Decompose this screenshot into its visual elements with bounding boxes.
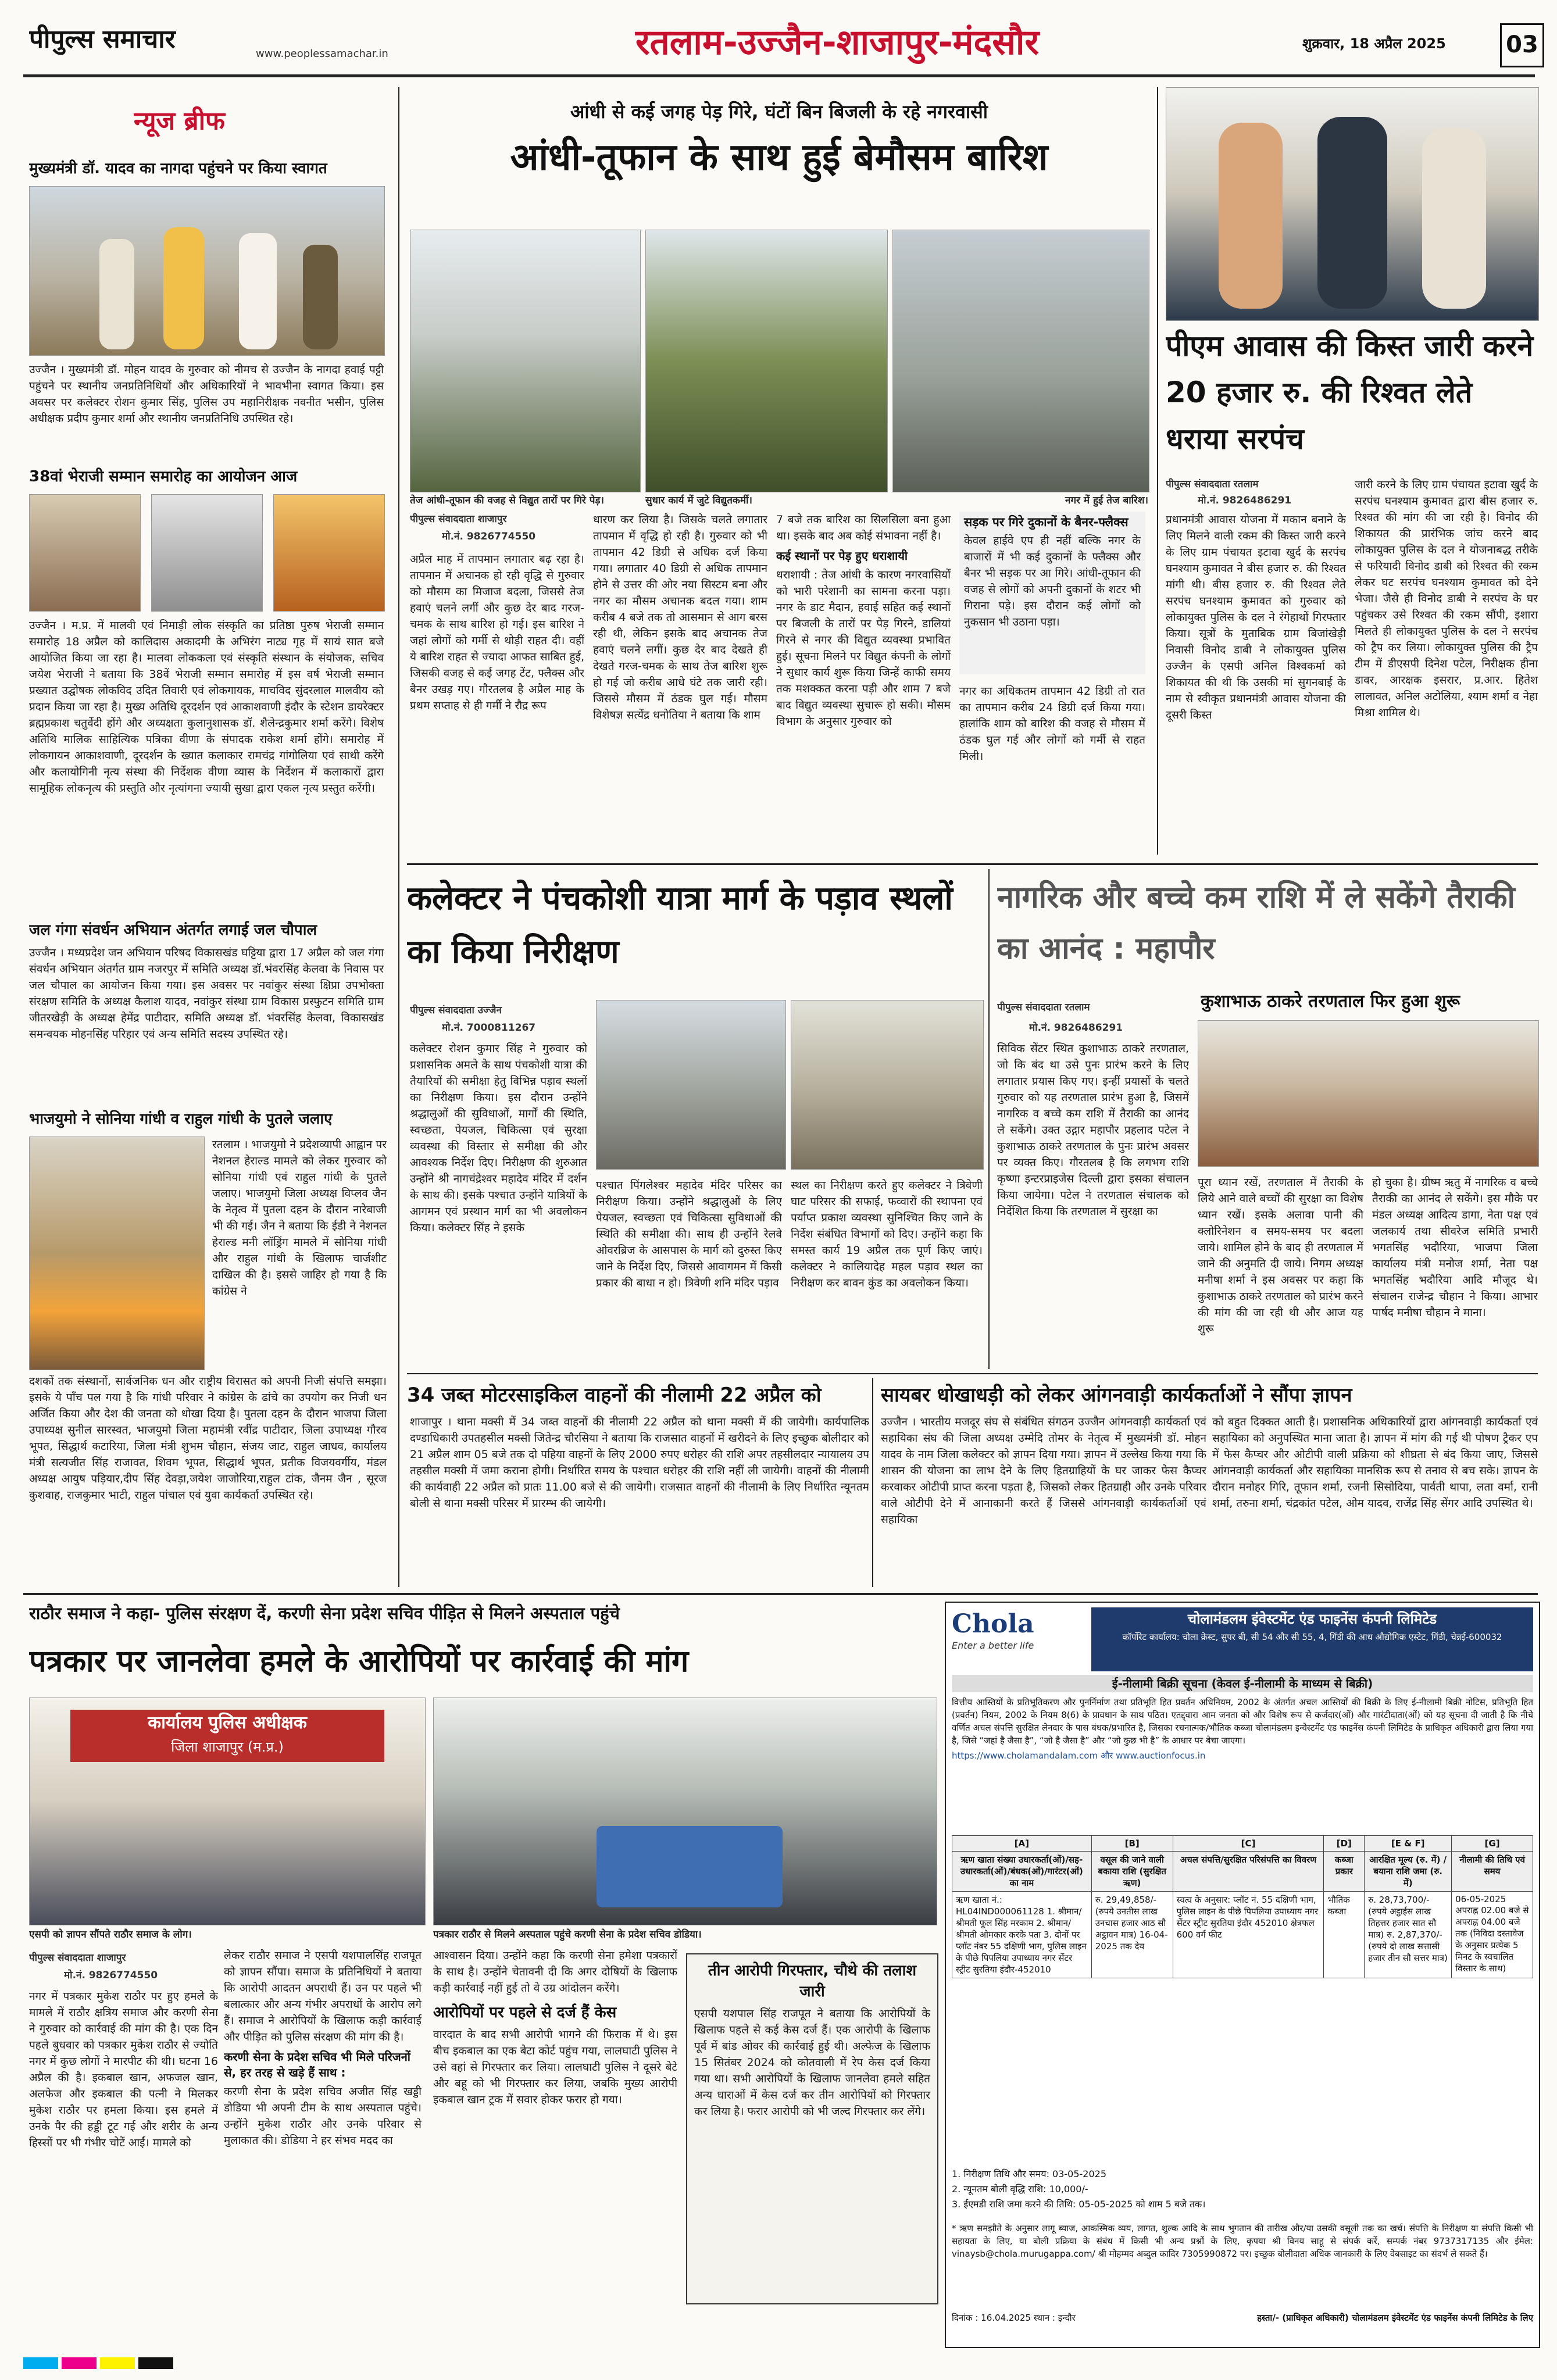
congress-text-col: रतलाम । भाजयुमो ने प्रदेशव्यापी आह्वान पर नेशनल हेराल्ड मामले को लेकर गुरुवार को सोनिया गांधी एवं राहुल गांधी के पुतले जलाए। भाजयुमो जिला अध्यक्ष विप्लव जैन के नेतृत्व में पुतला दहन के दौरान नारेबाजी भी की गई। जैन ने बताया कि ईडी ने नेशनल हेराल्ड मनी लॉड्रिंग मामले में सोनिया गांधी और राहुल गांधी के खिलाफ चार्जशीट दाखिल की है। इससे जाहिर हो गया है कि कांग्रेस ने [212,1138,387,1298]
congress-text-full: दशकों तक संस्थानों, सार्वजनिक धन और राष्ट्रीय विरासत को अपनी निजी संपत्ति समझा। इसके ये पाँच पल गया है कि गांधी परिवार ने कांग्रेस के ढांचे का उपयोग कर निजी धन अर्जित किया और देश की जनता को धोखा दिया है। पुतला दहन के दौरान भाजपा जिला उपाध्यक्ष सुनील सारस्वत, भाजयुमो जिला महामंत्री रवींद्र पाटीदार, जिला उपाध्यक्ष गौरव भूपत, सिद्धार्थ कटारिया, जिला मंत्री शुभम चौहान, संजय जाट, राहुल जाधव, कार्यालय मंत्री सत्यजीत सिंह राजावत, शिवम भूपत, सिद्धार्थ भूपत, प्रतीक विजयवर्गीय, मंडल अध्यक्ष आयुष पड़ियार,दीप सिंह देवड़ा,जयेश जाजोरिया,राहुल टांक, जैनम जैन , सूरज कुशवाह, राजकुमार भाटी, राहुल पांचाल एवं युवा कार्यकर्ता उपस्थित रहे। [29,1375,387,1502]
pm-awas-mobile: मो.नं. 9826486291 [1198,495,1292,506]
table-col-codes [952,1836,1533,1852]
chola-notice-title: ई-नीलामी बिक्री सूचना (केवल ई-नीलामी के माध्यम से बिक्री) [1112,1677,1373,1691]
chola-date-place: दिनांक : 16.04.2025 स्थान : इन्दौर [952,2313,1076,2323]
journalist-byline: पीपुल्स संवाददाता शाजापुर [29,1952,126,1964]
lower-mid-rule [407,1373,1538,1374]
journalist-col-3b: वारदात के बाद सभी आरोपी भागने की फिराक में थे। इस बीच इकबाल का एक बेटा कोर्ट पहुंच गया, लालघाटी पुलिस ने उसे वहां से गिरफ्तार कर लिया। लालघाटी पुलिस ने दूसरे बेटे और बहू को भी गिरफ्तार कर लिया, जबकि मुख्य आरोपी इकबाल खान ट्रक में सवार होकर फरार हो गया। [433,2028,677,2106]
collector-pool-divider [988,869,990,1369]
collector-col-3: स्थल का निरीक्षण करते हुए कलेक्टर ने त्रिवेणी घाट परिसर की सफाई, फव्वारों की स्थापना एवं पर्याप्त प्रकाश व्यवस्था सुनिश्चित किए जाने के निर्देश संबंधित विभागों को दिए। उन्होंने कहा कि समस्त कार्य 19 अप्रैल तक पूर्ण किए जाएं। कलेक्टर ने कालियादेह महल पड़ाव स्थल का निरीक्षण कर बावन कुंड का अवलोकन किया। [791,1179,983,1289]
pool-headline-box [997,872,1538,988]
photo-figure-3 [239,233,277,349]
black-mark [138,2357,173,2369]
chola-footer: * ऋण समझौते के अनुसार लागू ब्याज, आकस्मिक व्यय, लागत, शुल्क आदि के साथ भुगतान की तारीख और/या उसकी वसूली तक का खर्च। संपत्ति के निरीक्षण या संपत्ति किसी भी सहायता के लिए, या बोली प्रक्रिया के संबंध में किसी भी अन्य प्रश्नों के लिए, कृपया श्री विनय साहू से संपर्क करें, सम्पर्क नंबर 9737317135 और ईमेल: vinaysb@chola.murugappa.com/ श्री मोहम्मद अब्दुल कादिर 7305990872 पर। इच्छुक बोलीदाता अधिक जानकारी के लिए वेबसाइट का संदर्भ ले सकते हैं। [952,2223,1533,2259]
cell-property: स्वत्व के अनुसार: प्लॉट नं. 55 दक्षिणी भाग, पुलिस लाइन के पीछे पिपलिया उपाध्याय नगर सेंटर स्ट्रीट सुरतिया इंदौर 452010 क्षेत्रफल 600 वर्ग फीट [1173,1892,1324,1978]
rain-box-head: सड़क पर गिरे दुकानों के बैनर-फ्लैक्स [964,515,1129,529]
fallen-tree-photo [410,230,641,492]
issue-date: शुक्रवार, 18 अप्रैल 2025 [1302,35,1446,52]
col-code-d: [D] [1324,1836,1365,1852]
col-title-ef: आरक्षित मूल्य (रु. में) / बयाना राशि जमा (रु. में) [1365,1852,1452,1892]
chola-auction-table [952,1835,1533,1978]
rain-col-3-wrap [776,512,951,860]
cell-borrower: ऋण खाता नं.: HL04IND000061128 1. श्रीमान/श्रीमती फूल सिंह मरकाम 2. श्रीमान/श्रीमती ओमकार करके पता 3. दोनों पर प्लॉट नंबर 55 दक्षिणी भाग, पुलिस लाइन के पीछे पिपलिया उपाध्याय नगर सेंटर स्ट्रीट सुरतिया इंदौर-452010 [952,1892,1092,1978]
journalist-box [686,1953,938,2304]
chola-header [1091,1607,1533,1671]
rain-kicker-box [407,99,1151,128]
table-header-row [952,1852,1533,1892]
rain-box-text: केवल हाईवे एप ही नहीं बल्कि नगर के बाजारों में भी कई दुकानों के फ्लैक्स और बैनर भी सड़क पर आ गिरे। आंधी-तूफान की वजह से लोगों को अपनी दुकानों के शटर भी गिराना पड़े। इस दौरान कई लोगों को नुकसान भी उठाना पड़ा। [964,534,1141,628]
journalist-col-2-wrap [224,1947,422,2337]
brief3-headline: जल गंगा संवर्धन अभियान अंतर्गत लगाई जल चौपाल [29,921,317,939]
masthead-logo-block [29,23,262,70]
chola-title-bar [952,1675,1533,1692]
chola-company-address: कॉर्पोरेट कार्यालय: चोला क्रेस्ट, सुपर बी, सी 54 और सी 55, 4, गिंडी की आध औद्योगिक एस्टेट, गिंडी, चेन्नई-600032 [1122,1632,1502,1642]
congress-headline: भाजयुमो ने सोनिया गांधी व राहुल गांधी के पुतले जलाए [29,1110,333,1128]
repair-work-photo [645,230,888,492]
rain-subhead: कई स्थानों पर पेड़ हुए धराशायी [776,549,908,563]
journalist-kicker-box [29,1602,936,1627]
col-code-c: [C] [1173,1836,1324,1852]
col-code-g: [G] [1452,1836,1533,1852]
journalist-subhead-2: आरोपियों पर पहले से दर्ज हैं केस [433,2004,617,2021]
registration-marks [23,2357,1535,2369]
hospital-visit-photo [433,1698,937,1925]
col-code-b: [B] [1091,1836,1173,1852]
chola-intro: वित्तीय आस्तियों के प्रतिभूतिकरण और पुनर्निर्माण तथा प्रतिभूति हित प्रवर्तन अधिनियम, 2002 के अंतर्गत अचल आस्तियों की बिक्री के लिए ई-नीलामी बिक्री नोटिस, प्रतिभूति हित (प्रवर्तन) नियम, 2002 के नियम 8(6) के प्रावधान के साथ पठित। एतद्द्वारा आम जनता को और विशेष रूप से कर्जदार(ओं) और गारंटीदाता(ओं) को यह सूचना दी जाती है कि नीचे वर्णित अचल संपत्ति सुरक्षित लेनदार के पास बंधक/प्रभारित है, जिसका रचनात्मक/भौतिक कब्जा चोलामंडलम इन्वेस्टमेंट एंड फाइनेंस कंपनी लिमिटेड के प्राधिकृत अधिकारी द्वारा लिया गया है, जिसे “जहां है जैसा है”, “जो है जैसा है” और “जो कुछ भी है” के आधार पर बेचा जाएगा। [952,1697,1533,1746]
journalist-box-text: एसपी यशपाल सिंह राजपूत ने बताया कि आरोपियों के खिलाफ पहले से कई केस दर्ज हैं। एक आरोपी के खिलाफ पूर्व में बांड ओवर की कार्रवाई हुई थी। अल्फेज के खिलाफ 15 सितंबर 2024 को कोतवाली में रेप केस दर्ज किया गया था। सभी आरोपियों के खिलाफ जानलेवा हमले सहित अन्य धाराओं में केस दर्ज कर तीन आरोपियों को गिरफ्तार कर लिया है। फरार आरोपी को भी जल्द गिरफ्तार कर लेंगे। [694,2007,930,2118]
page-number-box [1500,23,1544,67]
rain-mobile: मो.नं. 9826774550 [442,531,536,542]
table-row [952,1892,1533,1978]
page-number: 03 [1506,31,1538,58]
news-brief-heading: न्यूज ब्रीफ [134,106,225,136]
bottom-section-rule [23,1593,1538,1595]
paper-url-holder [256,48,407,63]
collector-headline-box [407,872,988,994]
cell-possession: भौतिक कब्जा [1324,1892,1365,1978]
journalist-col-3-wrap [433,1947,677,2337]
auction-text: शाजापुर । थाना मक्सी में 34 जब्त वाहनों की नीलामी 22 अप्रैल को थाना मक्सी में की जायेगी। कार्यपालिक दण्डाधिकारी उपतहसील मक्सी जितेन्द्र चौरसिया ने बताया कि राजसात वाहनों में खरीदने के लिए इच्छुक बोलीदार को 21 अप्रैल शाम 05 बजे तक दो पहिया वाहनों के लिए 2000 रुपए धरोहर की राशि अपर तहसीलदार न्यायालय उप तहसील मक्सी में जमा कराना होगी। निर्धारित समय के पश्चात धरोहर की राशि नहीं ली जायेगी। वाहनों की नीलामी की कार्यवाही 22 अप्रैल को प्रातः 11.00 बजे से की जायेगी। राजसात वाहनों की नीलामी के लिए निर्धारित न्यूनतम बोली से थाना मक्सी परिसर में प्रारम्भ की जायेगी। [410,1416,869,1510]
chola-date-2: 2. न्यूनतम बोली वृद्धि राशि: 10,000/- [952,2184,1088,2195]
auction-anganwadi-divider [872,1378,873,1587]
auction-headline-box [407,1381,872,1410]
chola-table-wrap [952,1835,1533,2161]
chola-date-3: 3. ईएमडी राशि जमा करने की तिथि: 05-05-2025 को शाम 5 बजे तक। [952,2199,1206,2210]
date-block [1302,34,1494,57]
chola-dates [952,2167,1533,2219]
collector-inspection-photo-1 [596,1000,786,1170]
chola-logo [952,1609,1085,1661]
anganwadi-col-2: को बहुत दिक्कत आती है। प्रशासनिक अधिकारियों द्वारा आंगनवाड़ी कार्यकर्ता एवं सहायिका को अनुपस्थित माना जाता है। ज्ञापन में मांग की गई थी पोषण ट्रैकर एप में फेस कैप्चर और ओटीपी वाली प्रक्रिया को शीघ्रता से बंद किया जाए, जिससे आंगनवाड़ी कार्यकर्ता और सहायिका मानसिक रूप से तनाव से बच सके। ज्ञापन के दौरान मनोहर गिरि, तूफान शर्मा, रजनी सिसोदिया, पार्वती थापा, लता वर्मा, रानी शर्मा, तरुना शर्मा, चंद्रकांत पटेल, ओम यादव, राजेंद्र सिंह सेंगर आदि उपस्थित थे। [1212,1416,1538,1510]
right-column-divider [1157,87,1158,855]
news-brief-heading-box [134,102,320,143]
rain-caption-3: नगर में हुई तेज बारिश। [1065,495,1148,506]
yellow-mark [100,2357,135,2369]
photo-figure-4 [303,245,338,349]
police-office-sign [70,1710,384,1762]
sarpanch-arrest-photo [1166,87,1539,321]
congress-headline-box [29,1107,401,1131]
brief2-text: उज्जैन । म.प्र. में मालवी एवं निमाड़ी लोक संस्कृति का प्रतिष्ठा पुरुष भेराजी सम्मान समारोह 18 अप्रैल को कालिदास अकादमी के अभिरंग नाट्य गृह में सायं सात बजे आयोजित किया जा रहा है। मालवा लोककला एवं संस्कृति संस्थान के संयोजक, सचिव जयेश भेराजी ने बताया कि 38वें भेराजी सम्मान समारोह में इस वर्ष भेराजी सम्मान प्रख्यात उद्घोषक लोकविद उदित तिवारी एवं लोकगायक, माचविद सुंदरलाल मालवीय को प्रदान किया जा रहा है। मुख्य अतिथि दूरदर्शन एवं आकाशवाणी इंदौर के स्टेशन डायरेक्टर ब्रह्मप्रकाश चतुर्वेदी होंगे और अध्यक्षता कुलानुशासक डॉ. शैलेन्द्रकुमार शर्मा करेंगे। विशेष अतिथि मालिक साहित्यिक पत्रिका वीणा के संपादक राकेश शर्मा होंगे। समारोह में लोकगायन आकाशवाणी, दूरदर्शन के ख्यात कलाकार रामचंद्र गांगोलिया एवं साथी करेंगे और कलायोगिनी नृत्य संस्था की निर्देशक वीणा व्यास के निर्देशन में कलाकारों द्वारा सामूहिक लोकनृत्य की प्रस्तुति और नृत्यांगना ज्यायी सुखा द्वारा एकल नृत्य प्रस्तुत करेंगी। [29,619,384,795]
chola-website[interactable]: https://www.cholamandalam.com और www.auctionfocus.in [952,1750,1206,1761]
brief3-text: उज्जैन । मध्यप्रदेश जन अभियान परिषद विकासखंड घट्टिया द्वारा 17 अप्रैल को जल गंगा संवर्धन अभियान अंतर्गत ग्राम नजरपुर में समिति अध्यक्ष डॉ.भंवरसिंह केलवा के निवास पर जल चौपाल का आयोजन किया गया। इस अवसर पर नवांकुर संस्था क्षिप्रा उपभोक्ता संरक्षण समिति के अध्यक्ष कैलाश यादव, नवांकुर संस्था ग्राम विकास प्रस्फुटन समिति ग्राम जीतरखेड़ी के अध्यक्ष हेमेंद्र पाटीदार, समिति अध्यक्ष डॉ. भंवरसिंह केलवा, विकासखंड समन्वयक मोहनसिंह परिहार एवं अन्य समिति सदस्य उपस्थित रहे। [29,946,384,1041]
journalist-caption-1: एसपी को ज्ञापन सौंपते राठौर समाज के लोग। [29,1929,192,1941]
police-office-sign-line1: कार्यालय पुलिस अधीक्षक [148,1713,307,1733]
pool-inauguration-photo [1198,1020,1539,1167]
col-title-g: नीलामी की तिथि एवं समय [1452,1852,1533,1892]
mid-rule [407,863,1538,865]
hospital-bed [597,1826,783,1907]
sp-memorandum-photo [29,1698,426,1925]
chola-logo-text: Chola [952,1609,1034,1639]
brief2-headline-box [29,465,390,488]
brief1-text: उज्जैन । मुख्यमंत्री डॉ. मोहन यादव के गुरुवार को नीमच से उज्जैन के नागदा हवाई पट्टी पहुंचने पर स्थानीय जनप्रतिनिधियों और अधिकारियों ने भावभीना स्वागत किया। इस अवसर पर कलेक्टर रोशन कुमार सिंह, पुलिस उप महानिरीक्षक नवनीत भसीन, पुलिस अधीक्षक प्रदीप कुमार शर्मा और स्थानीय जनप्रतिनिधि उपस्थित रहे। [29,363,384,425]
col-code-a: [A] [952,1836,1092,1852]
honoree-photo-3 [273,494,385,612]
pool-subhead-box [1201,988,1538,1015]
journalist-caption-2: पत्रकार राठौर से मिलने अस्पताल पहुंचे करणी सेना के प्रदेश सचिव डोडिया। [433,1929,702,1941]
photo-figure-2 [163,227,204,349]
rain-headline: आंधी-तूफान के साथ हुई बेमौसम बारिश [510,136,1048,179]
pm-awas-headline: पीएम आवास की किस्त जारी करने 20 हजार रु. की रिश्वत लेते धराया सरपंच [1166,329,1534,456]
journalist-col-2b: करणी सेना के प्रदेश सचिव अजीत सिंह खड्डी डोडिया भी अपनी टीम के साथ अस्पताल पहुंचे। उन्होंने मुकेश राठौर और उनके परिवार से मुलाकात की। डोडिया ने हर संभव मदद का [224,2085,422,2147]
journalist-headline: पत्रकार पर जानलेवा हमले के आरोपियों पर कार्रवाई की मांग [29,1644,689,1679]
anganwadi-headline-box [881,1381,1538,1410]
rain-headline-box [407,133,1151,185]
journalist-kicker: राठौर समाज ने कहा- पुलिस संरक्षण दें, करणी सेना प्रदेश सचिव पीड़ित से मिलने अस्पताल पहुंचे [29,1603,620,1623]
police-office-sign-line2: जिला शाजापुर (म.प्र.) [171,1739,284,1755]
chola-company-name: चोलामंडलम इंवेस्टमेंट एंड फाइनेंस कंपनी लिमिटेड [1187,1611,1437,1627]
masthead-rule [23,74,1535,77]
pool-byline: पीपुल्स संवाददाता रतलाम [997,1002,1090,1013]
pool-col-1: सिविक सेंटर स्थित कुशाभाऊ ठाकरे तरणताल, जो कि बंद था उसे पुनः प्रारंभ करने के लिए लगातार प्रयास किए गए। इन्हीं प्रयासों के चलते गुरुवार को यह तरणताल प्रारंभ हुआ है, जिसमें नागरिक व बच्चे कम राशि में तैराकी का आनंद ले सकेंगे। उक्त उद्गार महापौर प्रहलाद पटेल ने कुशाभाऊ ठाकरे तरणताल के पुनः प्रारंभ अवसर पर व्यक्त किए। गौरतलब है कि लगभग राशि कृष्णा इन्टरप्राइजेस दिल्ली द्वारा इसका संचालन किया जायेगा। पटेल ने तरणताल संचालक को निर्देशित किया कि तरणताल में सुरक्षा का [997,1042,1189,1218]
auction-headline: 34 जब्त मोटरसाइकिल वाहनों की नीलामी 22 अप्रैल को [407,1384,822,1407]
magenta-mark [62,2357,97,2369]
pool-subhead: कुशाभाऊ ठाकरे तरणताल फिर हुआ शुरू [1201,991,1460,1012]
pm-awas-headline-box [1166,323,1538,480]
print-registration-strip [23,2357,1535,2369]
cyan-mark [23,2357,58,2369]
chola-notice [945,1602,1540,2348]
honoree-photo-1 [29,494,141,612]
chola-signatory: हस्ता/- (प्राधिकृत अधिकारी) चोलामंडलम इंवेस्टमेंट एंड फाइनेंस कंपनी लिमिटेड के लिए [1257,2313,1533,2323]
pool-headline: नागरिक और बच्चे कम राशि में ले सकेंगे तैराकी का आनंद : महापौर [997,880,1515,966]
col-code-ef: [E & F] [1365,1836,1452,1852]
chola-date-1: 1. निरीक्षण तिथि और समय: 03-05-2025 [952,2168,1107,2179]
left-column-divider [398,87,399,1587]
journalist-col-3: आश्वासन दिया। उन्होंने कहा कि करणी सेना हमेशा पत्रकारों के साथ है। उन्होंने चेतावनी दी कि अगर दोषियों के खिलाफ कड़ी कार्रवाई नहीं हुई तो वे उग्र आंदोलन करेंगे। [433,1949,677,1995]
photo-person-3 [1422,128,1486,309]
collector-headline: कलेक्टर ने पंचकोशी यात्रा मार्ग के पड़ाव स्थलों का किया निरीक्षण [407,880,953,971]
journalist-col-2: लेकर राठौर समाज ने एसपी यशपालसिंह राजपूत को ज्ञापन सौंपा। समाज के प्रतिनिधियों ने बताया कि आरोपी आदतन अपराधी हैं। उन पर पहले भी बलात्कार और अन्य गंभीर अपराधों के आरोप लगे हैं। समाज ने आरोपियों के खिलाफ कड़ी कार्रवाई और पीड़ित को पुलिस संरक्षण की मांग की है। [224,1949,422,2043]
pm-awas-col-1: प्रधानमंत्री आवास योजना में मकान बनाने के लिए मिलने वाली रकम की किस्त जारी करने के लिए ग्राम पंचायत इटावा खुर्द के सरपंच घनश्याम कुमावत ने बीस हजार रु. की रिश्वत मांगी थी। बीस हजार रु. की रिश्वत लेते सरपंच घनश्याम कुमावत को गुरुवार को लोकायुक्त पुलिस के दल ने रंगेहाथों गिरफ्तार किया। सूत्रों के मुताबिक ग्राम बिजांखेड़ी निवासी विनोद डाबी ने लोकायुक्त पुलिस उज्जैन के एसपी अनिल विश्वकर्मा को शिकायत की थी कि उसकी मां सुगनबाई के नाम से स्वीकृत प्रधानमंत्री आवास योजना की दूसरी किस्त [1166,513,1346,721]
photo-person-1 [1219,123,1283,309]
rain-caption-1: तेज आंधी-तूफान की वजह से विद्युत तारों पर गिरे पेड़। [410,495,604,506]
honoree-photo-2 [151,494,263,612]
cell-dues: रु. 29,49,858/- (रुपये उनतीस लाख उनचास हजार आठ सौ अट्ठावन मात्र) 16-04-2025 तक देय [1091,1892,1173,1978]
cell-reserve: रु. 28,73,700/- (रुपये अट्ठाईस लाख तिहत्तर हजार सात सौ मात्र) रु. 2,87,370/- (रुपये दो लाख सत्तासी हजार तीन सौ सत्तर मात्र) [1365,1892,1452,1978]
rain-col-1: अप्रैल माह में तापमान लगातार बढ़ रहा है। तापमान में अचानक हो रही वृद्धि से गुरुवार को मौसम का मिजाज बदला, जिससे तेज हवाएं चलने लगीं और कुछ देर बाद गरज-चमक के साथ बारिश हो गई। इस बारिश ने जहां लोगों को गर्मी से थोड़ी राहत दी। वहीं ये बारिश राहत से ज्यादा आफत साबित हुई, जिसकी वजह से कई जगह टेंट, फ्लैक्स और बैनर उखड़ गए। गौरतलब है अप्रैल माह के प्रथम सप्ताह से ही गर्मी ने रौद्र रूप [410,553,584,712]
rain-box [959,512,1145,674]
chola-intro-wrap [952,1696,1533,1829]
rain-byline: पीपुल्स संवाददाता शाजापुर [410,513,507,525]
col-title-a: ऋण खाता संख्या उधारकर्ता(ओं)/सह-उधारकर्ता(ओं)/बंधक(ओं)/गारंटर(ओं) का नाम [952,1852,1092,1892]
chola-logo-tagline: Enter a better life [952,1640,1034,1651]
journalist-subhead: करणी सेना के प्रदेश सचिव भी मिले परिजनों से, हर तरह से खड़े हैं साथ : [224,2050,410,2079]
photo-person-2 [1317,117,1387,309]
brief2-headline: 38वां भेराजी सम्मान समारोह का आयोजन आज [29,468,298,485]
paper-name: पीपुल्स समाचार [29,24,176,54]
journalist-mobile: मो.नं. 9826774550 [64,1970,158,1981]
collector-mobile: मो.नं. 7000811267 [442,1022,536,1034]
pm-awas-col-2: जारी करने के लिए ग्राम पंचायत इटावा खुर्द के सरपंच घनश्याम कुमावत द्वारा बीस हजार रु. रिश्वत की मांग की जा रही है। विनोद की शिकायत की प्रारंभिक जांच करने बाद लोकायुक्त पुलिस के दल ने योजनाबद्ध तरीके से फरियादी विनोद डाबी को रिश्वत की रकम लेकर घट सरपंच घनश्याम कुमावत को देने भेजा। जैसे ही विनोद डाबी ने सरपंच के घर पहुंचकर उसे रिश्वत की रकम सौंपी, इशारा मिलते ही लोकायुक्त पुलिस के दल ने सरपंच को ट्रैप कर लिया। लोकायुक्त पुलिस की ट्रैप टीम में डीएसपी दिनेश पटेल, निरीक्षक हीना डावर, आरक्षक इसरार, प्र.आर. हितेश लालावत, अनिल अटोलिया, श्याम शर्मा व नेहा मिश्रा शामिल थे। [1355,478,1538,719]
pm-awas-byline: पीपुल्स संवाददाता रतलाम [1166,478,1259,490]
brief1-headline: मुख्यमंत्री डॉ. यादव का नागदा पहुंचने पर किया स्वागत [29,160,327,177]
collector-inspection-photo-2 [791,1000,984,1170]
col-title-c: अचल संपत्ति/सुरक्षित परिसंपत्ति का विवरण [1173,1852,1324,1892]
collector-col-1: कलेक्टर रोशन कुमार सिंह ने गुरुवार को प्रशासनिक अमले के साथ पंचकोशी यात्रा की तैयारियों की समीक्षा हेतु विभिन्न पड़ाव स्थलों का निरीक्षण किया। इस दौरान उन्होंने श्रद्धालुओं की सुविधाओं, मार्गों की स्थिति, स्वच्छता, पेयजल, चिकित्सा एवं सुरक्षा व्यवस्था की विस्तार से समीक्षा की और आवश्यक निर्देश दिए। निरीक्षण की शुरुआत उन्होंने श्री नागचंद्रेश्वर महादेव मंदिर में दर्शन के साथ की। इसके पश्चात उन्होंने यात्रियों के आगमन एवं प्रस्थान मार्ग का भी अवलोकन किया। कलेक्टर सिंह ने इसके [410,1042,587,1234]
pool-col-3: हो चुका है। ग्रीष्म ऋतु में नागरिक व बच्चे तैराकी का आनंद ले सकेंगे। इस मौके पर मंडल अध्यक्ष आदित्य डागा, नेता पक्ष एवं जलकार्य तथा सीवरेज समिति प्रभारी भगतसिंह भदौरिया, भाजपा जिला कार्यालय मंत्री मनोज शर्मा, नेता पक्ष भगतसिंह भदौरिया आदि मौजूद थे। संचालन राजेन्द्र चौहान ने किया। आभार पार्षद मनीषा चौहान ने माना। [1372,1176,1538,1319]
journalist-box-head: तीन आरोपी गिरफ्तार, चौथे की तलाश जारी [708,1962,917,2000]
rain-street-photo [892,230,1149,492]
rain-col-3: 7 बजे तक बारिश का सिलसिला बना हुआ था। इसके बाद अब कोई संभावना नहीं है। [776,513,951,542]
pool-mobile: मो.नं. 9826486291 [1029,1022,1123,1034]
anganwadi-headline: सायबर धोखाधड़ी को लेकर आंगनवाड़ी कार्यकर्ताओं ने सौंपा ज्ञापन [881,1384,1352,1407]
rain-col-4: नगर का अधिकतम तापमान 42 डिग्री तो रात का तापमान करीब 24 डिग्री दर्ज किया गया। हालांकि शाम को बारिश की वजह से मौसम में ठंडक घुल गई और लोगों को गर्मी से राहत मिली। [959,685,1145,763]
edition-title-block [576,17,1099,70]
effigy-burning-photo [29,1137,205,1370]
cell-auction-date: 06-05-2025 अपराह्न 02.00 बजे से अपराह्न 04.00 बजे तक (निविदा दस्तावेज के अनुसार प्रत्येक 5 मिनट के स्वचालित विस्तार के साथ) [1452,1892,1533,1978]
rain-col-3b: धराशायी : तेज आंधी के कारण नगरवासियों को भारी परेशानी का सामना करना पड़ा। नगर के डाट मैदान, हवाई सहित कई स्थानों पर बिजली के तारों पर पेड़ गिरने, डालियां गिरने से नगर की विद्युत व्यवस्था प्रभावित हुई। सूचना मिलने पर विद्युत कंपनी के लोगों ने सुधार कार्य शुरू किया जिन्हें काफी समय तक मशक्कत करना पड़ी और शाम 7 बजे बाद विद्युत व्यवस्था सुचारू हो सकी। मौसम विभाग के अनुसार गुरुवार को [776,569,951,728]
col-title-b: वसूल की जाने वाली बकाया राशि (सुरक्षित ऋण) [1091,1852,1173,1892]
photo-figure-1 [99,239,134,349]
paper-url-text[interactable]: www.peoplessamachar.in [256,48,388,60]
brief1-headline-box [29,157,390,180]
collector-col-2: पश्चात पिंगलेश्वर महादेव मंदिर परिसर का निरीक्षण किया। उन्होंने श्रद्धालुओं के लिए पेयजल, स्वच्छता एवं चिकित्सा सुविधाओं की स्थिति की समीक्षा की। साथ ही उन्होंने रेलवे ओवरब्रिज के आसपास के मार्ग को दुरुस्त किए जाने के निर्देश दिए, जिससे आवागमन में किसी प्रकार की बाधा न हो। त्रिवेणी शनि मंदिर पड़ाव [596,1179,782,1289]
pool-col-2: पूरा ध्यान रखें, तरणताल में तैराकी के लिये आने वाले बच्चों की सुरक्षा का विशेष ध्यान रखें। इसके अलावा पानी की क्लोरिनेशन व समय-समय पर बदला जाये। शामिल होने के बाद ही तरणताल में जाने की अनुमति दी जाये। निगम अध्यक्ष मनीषा शर्मा ने इस अवसर पर कहा कि कुशाभाऊ ठाकरे तरणताल को प्रारंभ करने की मांग की जा रही थी और आज यह शुरू [1198,1176,1363,1335]
journalist-headline-box [29,1634,936,1692]
edition-title: रतलाम-उज्जैन-शाजापुर-मंदसौर [635,22,1039,63]
rain-kicker: आंधी से कई जगह पेड़ गिरे, घंटों बिन बिजली के रहे नगरवासी [570,101,988,123]
col-title-d: कब्जा प्रकार [1324,1852,1365,1892]
anganwadi-col-1: उज्जैन । भारतीय मजदूर संघ से संबंधित संगठन उज्जैन आंगनवाड़ी कार्यकर्ता एवं सहायिका संघ की जिला अध्यक्ष उम्मेदि तोमर के नेतृत्व में मुख्यमंत्री डॉ. मोहन यादव के नाम जिला कलेक्टर को ज्ञापन दिया गया। ज्ञापन में उल्लेख किया गया कि शासन की योजना का लाभ देने के लिए हितग्राहियों के घर जाकर फेस कैप्चर करवाकर ओटीपी प्राप्त करना पड़ता है, जिसको लेकर हितग्राही और उनके परिवार वाले ओटीपी देने में आनाकानी करते हैं जिससे आंगनवाड़ी कार्यकर्ताओं एवं सहायिका [881,1416,1206,1526]
rain-caption-2: सुधार कार्य में जुटे विद्युतकर्मी। [645,495,752,506]
journalist-col-1: नगर में पत्रकार मुकेश राठौर पर हुए हमले के मामले में राठौर क्षत्रिय समाज और करणी सेना ने गुरुवार को कार्रवाई की मांग की है। एक दिन पहले बुधवार को पत्रकार मुकेश राठौर से ज्योति नगर में कुछ लोगों ने मारपीट की थी। घटना 16 अप्रैल की है। इकबाल खान, अफजल खान, अलफेज और इकबाल की पत्नी ने मिलकर मुकेश राठौर पर हमला किया। इस हमले में उनके पैर की हड्डी टूट गई और शरीर के अन्य हिस्सों पर भी गंभीर चोटें आईं। मामले को [29,1990,218,2149]
brief3-headline-box [29,919,390,942]
rain-col-2: धारण कर लिया है। जिसके चलते लगातार तापमान में वृद्धि हो रही है। गुरुवार को भी तापमान 42 डिग्री से अधिक दर्ज किया गया। लगातार 40 डिग्री से अधिक तापमान होने से उत्तर की ओर नया सिस्टम बना और नगर का मौसम अचानक बदल गया। शाम करीब 4 बजे तक तो आसमान से आग बरस रही थी, लेकिन इसके बाद अचानक तेज हवाएं चलने लगीं। कुछ देर बाद देखते ही देखते गरज-चमक के साथ तेज बारिश शुरू हो गई जो करीब आधे घंटे तक जारी रही। जिससे मौसम में ठंडक घुल गई। मौसम विशेषज्ञ सत्येंद्र धनोतिया ने बताया कि शाम [593,513,767,721]
collector-byline: पीपुल्स संवाददाता उज्जैन [410,1005,502,1016]
cm-welcome-photo [29,186,385,356]
